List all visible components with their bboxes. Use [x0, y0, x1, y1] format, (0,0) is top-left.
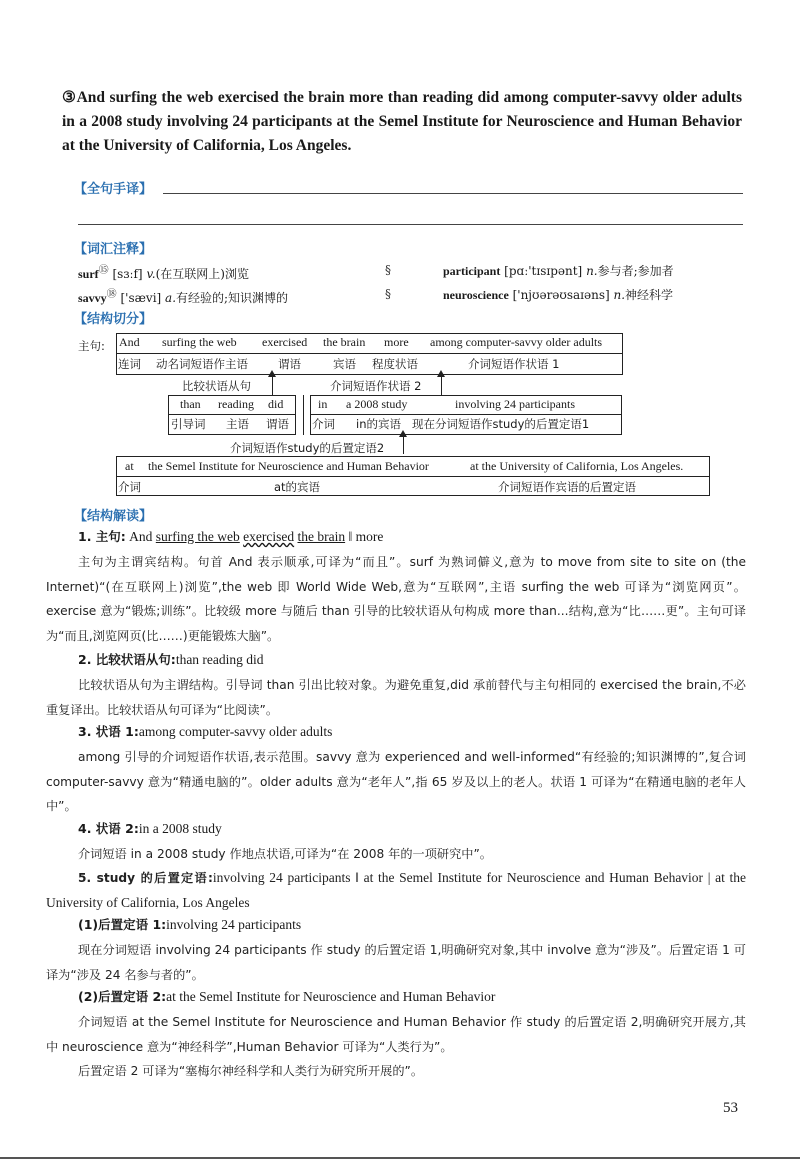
heading-en: involving 24 participants — [166, 917, 302, 932]
r1-cn-4: 程度状语 — [372, 357, 418, 371]
analysis-heading-5b — [78, 987, 495, 1005]
section-analysis-title: 【结构解读】 — [74, 509, 153, 524]
r2b-cn-1: in的宾语 — [356, 417, 401, 431]
vocab-pos: a. — [165, 291, 177, 305]
arrow-up-icon — [441, 376, 442, 396]
r3-cn-1: at的宾语 — [274, 480, 321, 494]
heading-label: 5. study 的后置定语: — [78, 871, 213, 885]
heading-en: in a 2008 study — [138, 821, 222, 836]
r2a-cn-1: 主语 — [226, 417, 249, 431]
row2b-divider — [310, 414, 622, 415]
sentence-text: And surfing the web exercised the brain more than reading did among computer-savvy older adults in a 2008 study involving 24 participants at the Semel Institute for Neuroscience and Human Behavior at the University of California, Los Angeles. — [62, 89, 742, 154]
heading-label: 4. 状语 2: — [78, 821, 139, 836]
label-postmodifier-2: 介词短语作study的后置定语2 — [230, 441, 385, 455]
r1-en-5: among computer-savvy older adults — [430, 335, 603, 349]
section-vocab-title: 【词汇注释】 — [74, 242, 153, 257]
r2b-en-1: a 2008 study — [346, 397, 408, 411]
p1-part: ‖ more — [345, 529, 384, 544]
heading-en: at the Semel Institute for Neuroscience and Human Behavior — [166, 989, 496, 1004]
heading-label: (2)后置定语 2: — [78, 989, 167, 1004]
analysis-body-5b-2: 后置定语 2 可译为“塞梅尔神经科学和人类行为研究所开展的”。 — [78, 1064, 424, 1078]
heading-label: 1. 主句: — [78, 529, 126, 544]
heading-label: (1)后置定语 1: — [78, 917, 167, 932]
translation-line-1 — [163, 193, 743, 194]
row2-separator — [303, 395, 304, 435]
vocab-def: 神经科学 — [625, 288, 674, 302]
r1-en-1: surfing the web — [162, 335, 237, 349]
r2a-en-0: than — [180, 397, 201, 411]
r3-en-1: the Semel Institute for Neuroscience and Human Behavior — [148, 459, 429, 473]
vocab-phonetic: ['sævi] — [120, 291, 162, 305]
r2b-cn-0: 介词 — [312, 417, 335, 431]
r1-en-0: And — [119, 335, 140, 349]
r3-en-2: at the University of California, Los Angeles. — [470, 459, 684, 473]
vocab-phonetic: [sɜːf] — [112, 267, 143, 281]
bottom-rule — [0, 1157, 800, 1159]
r3-cn-0: 介词 — [118, 480, 141, 494]
r2b-cn-2: 现在分词短语作study的后置定语1 — [412, 417, 590, 431]
heading-en: than reading did — [175, 652, 264, 667]
r2a-en-2: did — [268, 397, 284, 411]
arrow-up-icon — [272, 376, 273, 396]
analysis-body-5b: 介词短语 at the Semel Institute for Neuroscience and Human Behavior 作 study 的后置定语 2,明确研究开展方,其中 neuroscience 意为“神经科学”,Human Behavior 可译为“人类行为”。 — [46, 1015, 746, 1054]
row2a-divider — [168, 414, 296, 415]
r2a-en-1: reading — [218, 397, 254, 411]
analysis-body-3: among 引导的介词短语作状语,表示范围。savvy 意为 experienced and well-informed“有经验的;知识渊博的”,复合词 computer-savvy 意为“精通电脑的”。older adults 意为“老年人”,指 65 岁及以上的老人。状语 1 可译为“在精通电脑的老年人中”。 — [46, 750, 746, 813]
vocab-item-savvy — [78, 284, 288, 309]
r3-en-0: at — [125, 459, 134, 473]
vocab-phonetic: ['njʊərəʊsaɪəns] — [512, 288, 610, 302]
row3-divider — [116, 476, 710, 477]
section-translation-title: 【全句手译】 — [74, 182, 153, 197]
vocab-word: neuroscience — [443, 288, 509, 302]
separator-icon: § — [385, 263, 391, 277]
p1-part: And — [129, 529, 156, 544]
translation-line-2 — [78, 224, 743, 225]
analysis-heading-5a — [78, 915, 301, 933]
analysis-heading-3 — [78, 722, 332, 740]
p1-part: the brain — [297, 529, 346, 544]
analysis-heading-4 — [78, 819, 222, 837]
analysis-body-5a: 现在分词短语 involving 24 participants 作 study 的后置定语 1,明确研究对象,其中 involve 意为“涉及”。后置定语 1 可译为“涉及 24 名参与者的”。 — [46, 943, 746, 982]
r2b-en-0: in — [318, 397, 328, 411]
vocab-mark: ⑱ — [106, 289, 117, 300]
heading-en: among computer-savvy older adults — [138, 724, 333, 739]
r1-cn-0: 连词 — [118, 357, 141, 371]
vocab-item-surf — [78, 260, 249, 285]
sentence-number: ③ — [62, 89, 77, 106]
vocab-word: surf — [78, 267, 99, 281]
r1-cn-3: 宾语 — [333, 357, 356, 371]
separator-icon: § — [385, 287, 391, 301]
r3-cn-2: 介词短语作宾语的后置定语 — [498, 480, 636, 494]
section-split-title: 【结构切分】 — [74, 312, 153, 327]
r1-en-3: the brain — [323, 335, 366, 349]
page-number: 53 — [723, 1100, 738, 1116]
r1-cn-2: 谓语 — [278, 357, 301, 371]
source-sentence — [62, 86, 742, 158]
analysis-body-1: 主句为主谓宾结构。句首 And 表示顺承,可译为“而且”。surf 为熟词僻义,意为 to move from site to site on (the Internet)“(在互联网上)浏览”,the web 即 World Wide Web,意为“互联网”,主语 surfing the web 可译为“浏览网页”。exercise 意为“锻炼;训练”。比较级 more 与随后 than 引导的比较状语从句构成 more than...结构,意为“比……更”。主句可译为“而且,浏览网页(比……)更能锻炼大脑”。 — [46, 555, 746, 643]
p1-part: exercised — [243, 529, 295, 544]
r1-cn-5: 介词短语作状语 1 — [468, 357, 560, 371]
vocab-def: (在互联网上)浏览 — [155, 267, 249, 281]
vocab-word: participant — [443, 264, 501, 278]
label-comparative-clause: 比较状语从句 — [182, 379, 251, 393]
r1-en-4: more — [384, 335, 409, 349]
arrow-up-icon — [403, 436, 404, 454]
analysis-heading-1 — [78, 527, 383, 545]
r2b-en-2: involving 24 participants — [455, 397, 575, 411]
vocab-pos: v. — [146, 267, 156, 281]
vocab-pos: n. — [586, 264, 598, 278]
analysis-body-4: 介词短语 in a 2008 study 作地点状语,可译为“在 2008 年的一项研究中”。 — [78, 847, 492, 861]
vocab-word: savvy — [78, 291, 107, 305]
vocab-def: 参与者;参加者 — [597, 264, 674, 278]
vocab-item-neuroscience — [443, 284, 673, 306]
label-prep-adverbial-2: 介词短语作状语 2 — [330, 379, 422, 393]
r1-cn-1: 动名词短语作主语 — [156, 357, 248, 371]
vocab-mark: ⑮ — [98, 265, 109, 276]
r2a-cn-0: 引导词 — [171, 417, 206, 431]
vocab-def: 有经验的;知识渊博的 — [176, 291, 289, 305]
analysis-heading-2 — [78, 650, 264, 668]
heading-label: 2. 比较状语从句: — [78, 652, 176, 667]
analysis-body-2: 比较状语从句为主谓结构。引导词 than 引出比较对象。为避免重复,did 承前替代与主句相同的 exercised the brain,不必重复译出。比较状语从句可译为“比阅读”。 — [46, 678, 746, 717]
heading-label: 3. 状语 1: — [78, 724, 139, 739]
main-clause-label: 主句: — [78, 339, 105, 353]
row1-divider — [116, 353, 623, 354]
r1-en-2: exercised — [262, 335, 308, 349]
analysis-heading-5 — [46, 866, 746, 915]
vocab-pos: n. — [613, 288, 626, 302]
vocab-item-participant — [443, 260, 674, 282]
p1-part: surfing the web — [155, 529, 240, 544]
r2a-cn-2: 谓语 — [266, 417, 289, 431]
heading-en: involving 24 participants ‖ at the Semel Institute for Neuroscience and Human Behavior | at the University of California, Los Angeles — [46, 870, 746, 910]
vocab-phonetic: [pɑː'tɪsɪpənt] — [504, 264, 583, 278]
